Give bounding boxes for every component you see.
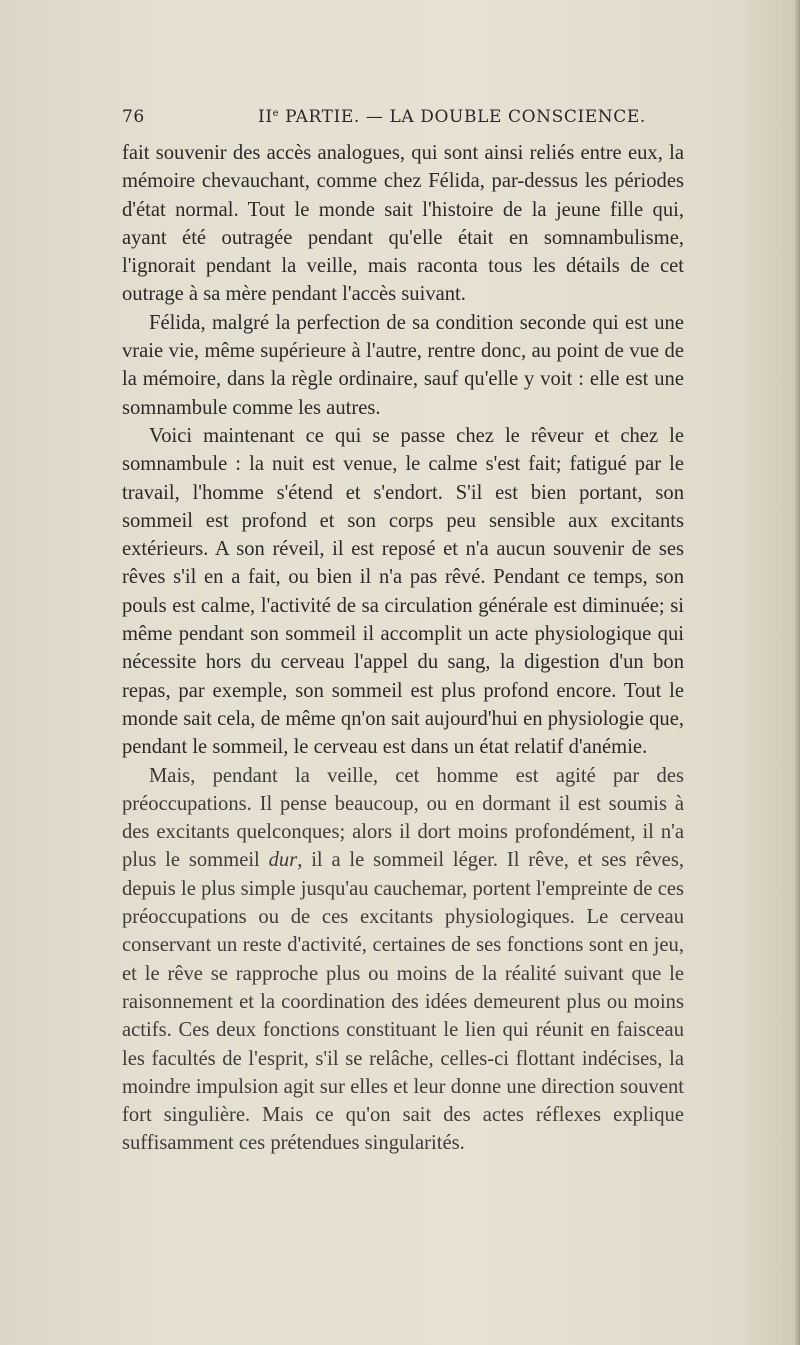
- emphasis-dur: dur: [268, 849, 298, 872]
- running-head-title: PARTIE. — LA DOUBLE CONSCIENCE.: [279, 107, 646, 127]
- running-head: [258, 107, 646, 127]
- part-superscript: e: [272, 108, 280, 119]
- page-number: 76: [122, 107, 145, 127]
- part-roman: II: [258, 107, 273, 127]
- paragraph-4-part-2: , il a le sommeil léger. Il rêve, et ses rêves, depuis le plus simple jusqu'au cauchemar, portent l'empreinte de ces préoccupations ou de ces excitants physiologiques. Le cerveau conservant un reste d'activité, certaines de ses fonctions sont en jeu, et le rêve se rapproche plus ou moins de la réalité suivant que le raisonnement et la coordination des idées demeurent plus ou moins actifs. Ces deux fonctions constituant le lien qui réunit en faisceau les facultés de l'esprit, s'il se relâche, celles-ci flottant indécises, la moindre impulsion agit sur elles et leur donne une direction souvent fort singulière. Mais ce qu'on sait des actes réflexes explique suffisamment ces prétendues singularités.: [122, 849, 684, 1155]
- paragraph-1: fait souvenir des accès analogues, qui sont ainsi reliés entre eux, la mémoire chevauchant, comme chez Félida, par-dessus les périodes d'état normal. Tout le monde sait l'histoire de la jeune fille qui, ayant été outragée pendant qu'elle était en somnambulisme, l'ignorait pendant la veille, mais raconta tous les détails de cet outrage à sa mère pendant l'accès suivant.: [122, 142, 684, 306]
- page-header: [122, 107, 682, 133]
- page-edge-shadow: [794, 0, 800, 1345]
- paragraph-2: Félida, malgré la perfection de sa condition seconde qui est une vraie vie, même supérieure à l'autre, rentre donc, au point de vue de la mémoire, dans la règle ordinaire, sauf qu'elle y voit : elle est une somnambule comme les autres.: [122, 311, 684, 419]
- paragraph-4: [122, 762, 684, 1158]
- paragraph-3: Voici maintenant ce qui se passe chez le rêveur et chez le somnambule : la nuit est venue, le calme s'est fait; fatigué par le travail, l'homme s'étend et s'endort. S'il est bien portant, son sommeil est profond et son corps peu sensible aux excitants extérieurs. A son réveil, il est reposé et n'a aucun souvenir de ses rêves s'il en a fait, ou bien il n'a pas rêvé. Pendant ce temps, son pouls est calme, l'activité de sa circulation générale est diminuée; si même pendant son sommeil il accomplit un acte physiologique qui nécessite hors du cerveau l'appel du sang, la digestion d'un bon repas, par exemple, son sommeil est plus profond encore. Tout le monde sait cela, de même qn'on sait aujourd'hui en physiologie que, pendant le sommeil, le cerveau est dans un état relatif d'anémie.: [122, 424, 684, 759]
- paragraph-4-part-1: Mais, pendant la veille, cet homme est agité par des préoccupations. Il pense beaucoup, ou en dormant il est soumis à des excitants quelconques; alors il dort moins profondément, il n'a plus le sommeil: [122, 764, 684, 872]
- body-text: [122, 139, 684, 1158]
